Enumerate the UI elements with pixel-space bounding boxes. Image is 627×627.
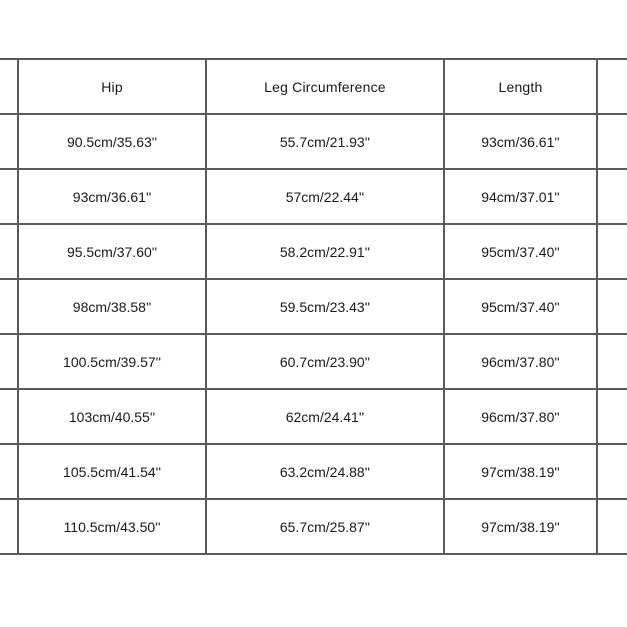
cell-length: 95cm/37.40'': [444, 279, 598, 334]
cell-hip: 95.5cm/37.60'': [18, 224, 207, 279]
cell-size: [0, 499, 18, 554]
cell-hip: 110.5cm/43.50'': [18, 499, 207, 554]
cell-extra: [597, 279, 627, 334]
cell-extra: [597, 114, 627, 169]
cell-hip: 98cm/38.58'': [18, 279, 207, 334]
cell-extra: [597, 169, 627, 224]
cell-length: 97cm/38.19'': [444, 499, 598, 554]
cell-extra: [597, 444, 627, 499]
cell-size: [0, 114, 18, 169]
cell-leg-circumference: 60.7cm/23.90'': [206, 334, 443, 389]
cell-leg-circumference: 57cm/22.44'': [206, 169, 443, 224]
cell-length: 95cm/37.40'': [444, 224, 598, 279]
size-chart-table: [0, 58, 627, 555]
header-cell-leg-circumference: Leg Circumference: [206, 59, 443, 114]
cell-leg-circumference: 58.2cm/22.91'': [206, 224, 443, 279]
cell-hip: 90.5cm/35.63'': [18, 114, 207, 169]
cell-size: [0, 224, 18, 279]
table-row: [0, 169, 627, 224]
cell-leg-circumference: 59.5cm/23.43'': [206, 279, 443, 334]
cell-size: [0, 334, 18, 389]
cell-leg-circumference: 65.7cm/25.87'': [206, 499, 443, 554]
table-row: [0, 389, 627, 444]
header-cell-length: Length: [444, 59, 598, 114]
cell-leg-circumference: 62cm/24.41'': [206, 389, 443, 444]
table-row: [0, 334, 627, 389]
cell-length: 97cm/38.19'': [444, 444, 598, 499]
table-body: [0, 114, 627, 554]
cell-size: [0, 169, 18, 224]
cell-size: [0, 444, 18, 499]
table-row: [0, 499, 627, 554]
cell-leg-circumference: 55.7cm/21.93'': [206, 114, 443, 169]
cell-length: 96cm/37.80'': [444, 334, 598, 389]
cell-hip: 105.5cm/41.54'': [18, 444, 207, 499]
cell-hip: 100.5cm/39.57'': [18, 334, 207, 389]
cell-extra: [597, 499, 627, 554]
cell-length: 93cm/36.61'': [444, 114, 598, 169]
table-row: [0, 279, 627, 334]
header-cell-hip: Hip: [18, 59, 207, 114]
table-header-row: [0, 59, 627, 114]
table-row: [0, 444, 627, 499]
cell-hip: 103cm/40.55'': [18, 389, 207, 444]
header-cell-size: [0, 59, 18, 114]
cell-extra: [597, 224, 627, 279]
cell-size: [0, 389, 18, 444]
cell-extra: [597, 389, 627, 444]
cell-size: [0, 279, 18, 334]
table-row: [0, 224, 627, 279]
header-cell-extra: [597, 59, 627, 114]
cell-extra: [597, 334, 627, 389]
cell-hip: 93cm/36.61'': [18, 169, 207, 224]
cell-leg-circumference: 63.2cm/24.88'': [206, 444, 443, 499]
cell-length: 94cm/37.01'': [444, 169, 598, 224]
table-row: [0, 114, 627, 169]
cell-length: 96cm/37.80'': [444, 389, 598, 444]
